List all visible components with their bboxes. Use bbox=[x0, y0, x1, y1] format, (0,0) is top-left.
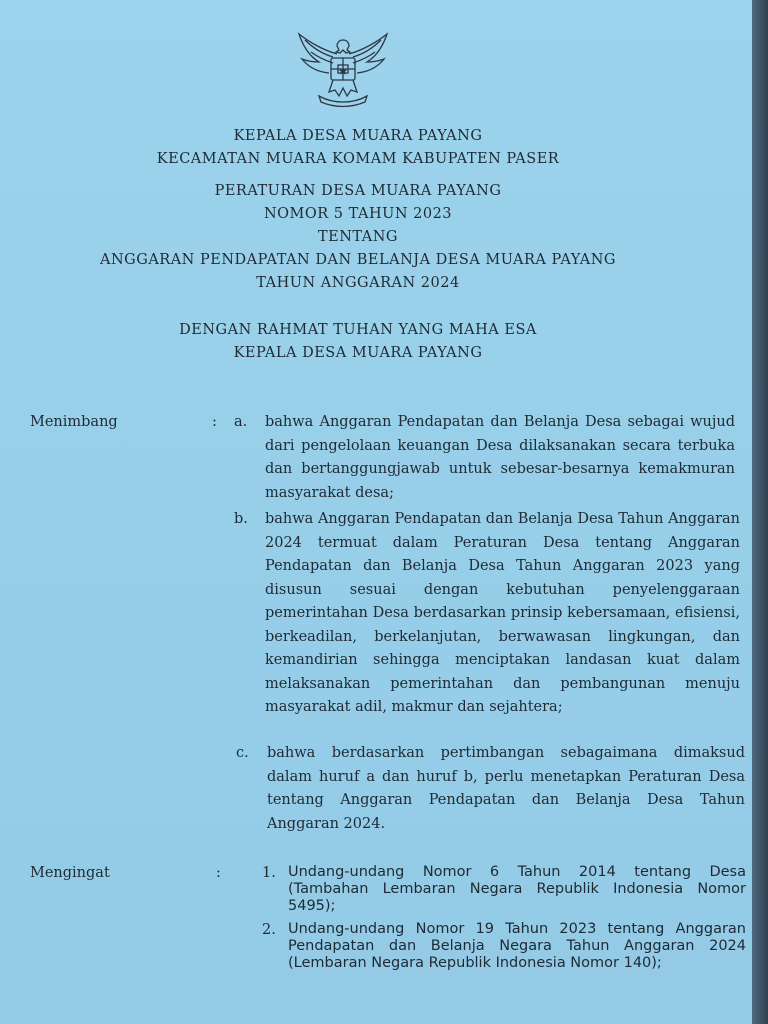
preamble-line-1: DENGAN RAHMAT TUHAN YANG MAHA ESA bbox=[179, 322, 537, 338]
title-line-2: NOMOR 5 TAHUN 2023 bbox=[263, 206, 453, 222]
mengingat-item-1-marker: 1. bbox=[262, 865, 276, 881]
garuda-emblem-icon bbox=[293, 30, 393, 112]
preamble-line-2: KEPALA DESA MUARA PAYANG bbox=[233, 345, 483, 361]
mengingat-item-1-text: Undang-undang Nomor 6 Tahun 2014 tentang Desa (Tambahan Lembaran Negara Republik Indonesia Nomor 5495); bbox=[288, 864, 746, 914]
menimbang-label: Menimbang bbox=[30, 414, 118, 430]
title-line-1: PERATURAN DESA MUARA PAYANG bbox=[214, 183, 502, 199]
menimbang-item-b-text: bahwa Anggaran Pendapatan dan Belanja Desa Tahun Anggaran 2024 termuat dalam Peraturan Desa tentang Anggaran Pendapatan dan Belanja Desa Tahun Anggaran 2023 yang disusun sesuai dengan kebutuhan penyelenggaraan pemerintahan Desa berdasarkan prinsip kebersamaan, efisiensi, berkeadilan, berkelanjutan, berwawasan lingkungan, dan kemandirian sehingga menciptakan landasan kuat dalam melaksanakan pemerintahan dan pembangunan menuju masyarakat adil, makmur dan sejahtera; bbox=[265, 511, 740, 715]
menimbang-colon: : bbox=[212, 414, 217, 430]
menimbang-item-c-marker: c. bbox=[236, 745, 249, 761]
title-line-4: ANGGARAN PENDAPATAN DAN BELANJA DESA MUARA PAYANG bbox=[100, 252, 616, 268]
mengingat-colon: : bbox=[216, 865, 221, 881]
title-line-5: TAHUN ANGGARAN 2024 bbox=[256, 275, 460, 291]
mengingat-label: Mengingat bbox=[30, 865, 110, 881]
title-line-3: TENTANG bbox=[317, 229, 399, 245]
mengingat-item-2-text: Undang-undang Nomor 19 Tahun 2023 tentang Anggaran Pendapatan dan Belanja Negara Tahun Anggaran 2024 (Lembaran Negara Republik Indonesia Nomor 140); bbox=[288, 921, 746, 971]
menimbang-item-a-marker: a. bbox=[234, 414, 248, 430]
header-line-2: KECAMATAN MUARA KOMAM KABUPATEN PASER bbox=[156, 151, 560, 167]
mengingat-item-2-marker: 2. bbox=[262, 922, 276, 938]
menimbang-item-b-marker: b. bbox=[234, 511, 248, 527]
page-edge-shadow bbox=[752, 0, 768, 1024]
header-line-1: KEPALA DESA MUARA PAYANG bbox=[233, 128, 483, 144]
menimbang-item-a-text: bahwa Anggaran Pendapatan dan Belanja Desa sebagai wujud dari pengelolaan keuangan Desa dilaksanakan secara terbuka dan bertanggungjawab untuk sebesar-besarnya kemakmuran masyarakat desa; bbox=[265, 414, 735, 501]
menimbang-item-c-text: bahwa berdasarkan pertimbangan sebagaimana dimaksud dalam huruf a dan huruf b, perlu menetapkan Peraturan Desa tentang Anggaran Pendapatan dan Belanja Desa Tahun Anggaran 2024. bbox=[267, 745, 745, 832]
